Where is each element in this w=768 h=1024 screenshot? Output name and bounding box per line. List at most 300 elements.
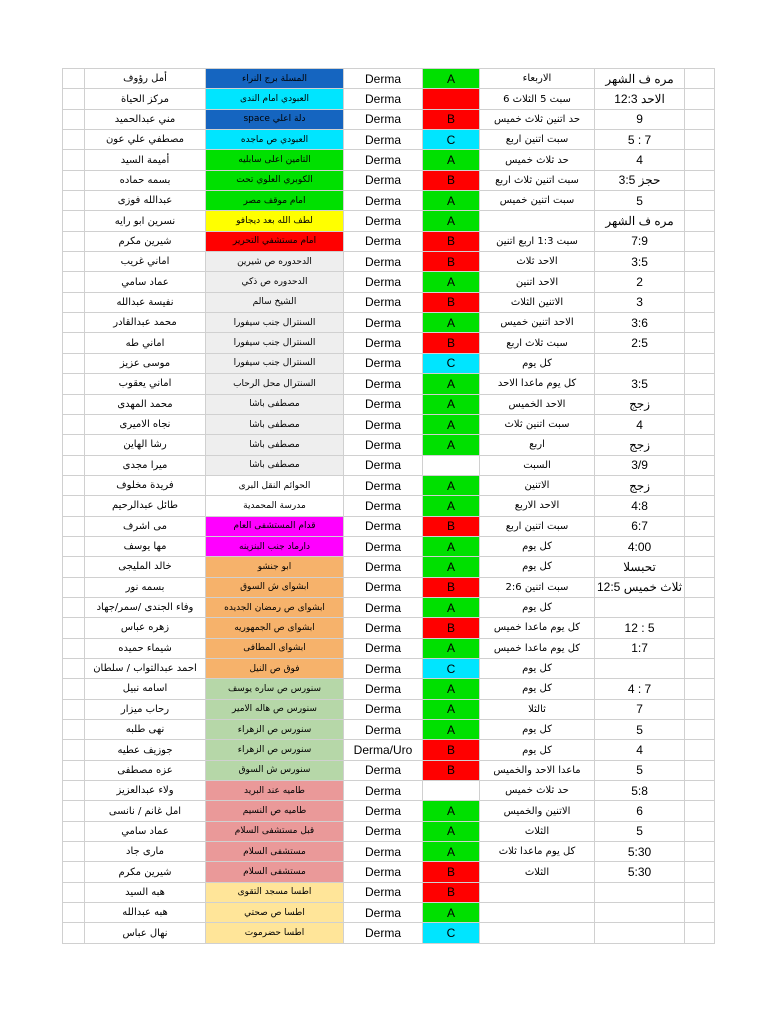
row-spacer-cell[interactable]	[63, 394, 85, 414]
location-cell[interactable]: ابشواى ص رمضان الجديده	[206, 597, 344, 617]
specialty-cell[interactable]: Derma	[344, 638, 423, 658]
days-cell[interactable]: سبت اتنين خميس	[480, 191, 595, 211]
time-cell[interactable]: 9	[595, 109, 685, 129]
time-cell[interactable]	[595, 597, 685, 617]
row-end-cell[interactable]	[685, 170, 715, 190]
row-spacer-cell[interactable]	[63, 740, 85, 760]
grade-cell[interactable]: A	[423, 191, 480, 211]
grade-cell[interactable]: A	[423, 394, 480, 414]
row-end-cell[interactable]	[685, 313, 715, 333]
row-end-cell[interactable]	[685, 923, 715, 943]
grade-cell[interactable]: A	[423, 638, 480, 658]
grade-cell[interactable]: C	[423, 130, 480, 150]
row-end-cell[interactable]	[685, 231, 715, 251]
time-cell[interactable]	[595, 882, 685, 902]
specialty-cell[interactable]: Derma	[344, 333, 423, 353]
doctor-name-cell[interactable]: طائل عبدالرحيم	[85, 496, 206, 516]
row-spacer-cell[interactable]	[63, 597, 85, 617]
days-cell[interactable]: كل يوم ماعدا خميس	[480, 638, 595, 658]
specialty-cell[interactable]: Derma	[344, 923, 423, 943]
location-cell[interactable]: مصطفى باشا	[206, 455, 344, 475]
time-cell[interactable]: 5:30	[595, 862, 685, 882]
row-spacer-cell[interactable]	[63, 374, 85, 394]
grade-cell[interactable]: A	[423, 699, 480, 719]
location-cell[interactable]: مصطفى باشا	[206, 414, 344, 434]
days-cell[interactable]: الاحد اتنين	[480, 272, 595, 292]
days-cell[interactable]: كل يوم ماعدا الاحد	[480, 374, 595, 394]
days-cell[interactable]: حد ثلاث خميس	[480, 781, 595, 801]
location-cell[interactable]: العبودي امام الندى	[206, 89, 344, 109]
location-cell[interactable]: فوق ص النيل	[206, 658, 344, 678]
row-spacer-cell[interactable]	[63, 557, 85, 577]
specialty-cell[interactable]: Derma	[344, 150, 423, 170]
doctor-name-cell[interactable]: شيرين مكرم	[85, 862, 206, 882]
row-end-cell[interactable]	[685, 618, 715, 638]
row-end-cell[interactable]	[685, 842, 715, 862]
time-cell[interactable]: 5 : 7	[595, 130, 685, 150]
time-cell[interactable]: 3	[595, 292, 685, 312]
location-cell[interactable]: الشيخ سالم	[206, 292, 344, 312]
doctor-name-cell[interactable]: أميمة السيد	[85, 150, 206, 170]
days-cell[interactable]: الاحد اتنين خميس	[480, 313, 595, 333]
days-cell[interactable]	[480, 903, 595, 923]
doctor-name-cell[interactable]: عماد سامي	[85, 272, 206, 292]
specialty-cell[interactable]: Derma	[344, 882, 423, 902]
time-cell[interactable]: 6:7	[595, 516, 685, 536]
specialty-cell[interactable]: Derma	[344, 109, 423, 129]
grade-cell[interactable]: A	[423, 903, 480, 923]
doctor-name-cell[interactable]: أمل رؤوف	[85, 69, 206, 89]
time-cell[interactable]: 3:5	[595, 252, 685, 272]
row-end-cell[interactable]	[685, 699, 715, 719]
doctor-name-cell[interactable]: اماني طه	[85, 333, 206, 353]
row-end-cell[interactable]	[685, 414, 715, 434]
specialty-cell[interactable]: Derma	[344, 374, 423, 394]
row-end-cell[interactable]	[685, 740, 715, 760]
location-cell[interactable]: مستشفى السلام	[206, 842, 344, 862]
doctor-name-cell[interactable]: نجاه الاميرى	[85, 414, 206, 434]
time-cell[interactable]: مره ف الشهر	[595, 69, 685, 89]
location-cell[interactable]: ابشواى ص الجمهوريه	[206, 618, 344, 638]
row-spacer-cell[interactable]	[63, 821, 85, 841]
location-cell[interactable]: امام مستشفي التحرير	[206, 231, 344, 251]
specialty-cell[interactable]: Derma	[344, 821, 423, 841]
days-cell[interactable]: ماعدا الاحد والخميس	[480, 760, 595, 780]
specialty-cell[interactable]: Derma	[344, 130, 423, 150]
specialty-cell[interactable]: Derma	[344, 720, 423, 740]
row-spacer-cell[interactable]	[63, 862, 85, 882]
days-cell[interactable]: حد ثلاث خميس	[480, 150, 595, 170]
specialty-cell[interactable]: Derma	[344, 292, 423, 312]
time-cell[interactable]: 1:7	[595, 638, 685, 658]
days-cell[interactable]	[480, 211, 595, 231]
time-cell[interactable]: مره ف الشهر	[595, 211, 685, 231]
location-cell[interactable]: طاميه عند البريد	[206, 781, 344, 801]
location-cell[interactable]: الكوبري العلوي تحت	[206, 170, 344, 190]
time-cell[interactable]: 4 : 7	[595, 679, 685, 699]
row-end-cell[interactable]	[685, 374, 715, 394]
doctor-name-cell[interactable]: ولاء عبدالعزيز	[85, 781, 206, 801]
specialty-cell[interactable]: Derma	[344, 679, 423, 699]
time-cell[interactable]: الاحد 12:3	[595, 89, 685, 109]
doctor-name-cell[interactable]: اماني يعقوب	[85, 374, 206, 394]
grade-cell[interactable]: A	[423, 414, 480, 434]
grade-cell[interactable]: B	[423, 882, 480, 902]
location-cell[interactable]: السنترال جنب سيفورا	[206, 333, 344, 353]
location-cell[interactable]: اطسا ص صحتي	[206, 903, 344, 923]
row-end-cell[interactable]	[685, 760, 715, 780]
row-end-cell[interactable]	[685, 862, 715, 882]
grade-cell[interactable]: A	[423, 475, 480, 495]
days-cell[interactable]: كل يوم ماعدا ثلاث	[480, 842, 595, 862]
grade-cell[interactable]: B	[423, 333, 480, 353]
row-end-cell[interactable]	[685, 496, 715, 516]
grade-cell[interactable]: C	[423, 923, 480, 943]
row-spacer-cell[interactable]	[63, 414, 85, 434]
row-end-cell[interactable]	[685, 903, 715, 923]
row-spacer-cell[interactable]	[63, 801, 85, 821]
row-spacer-cell[interactable]	[63, 150, 85, 170]
specialty-cell[interactable]: Derma	[344, 89, 423, 109]
grade-cell[interactable]	[423, 89, 480, 109]
doctor-name-cell[interactable]: عماد سامي	[85, 821, 206, 841]
doctor-name-cell[interactable]: جوزيف عطيه	[85, 740, 206, 760]
grade-cell[interactable]: A	[423, 801, 480, 821]
doctor-name-cell[interactable]: رشا الهاين	[85, 435, 206, 455]
time-cell[interactable]: حجز 3:5	[595, 170, 685, 190]
specialty-cell[interactable]: Derma	[344, 658, 423, 678]
doctor-name-cell[interactable]: مني عبدالحميد	[85, 109, 206, 129]
grade-cell[interactable]: B	[423, 516, 480, 536]
doctor-name-cell[interactable]: مركز الحياة	[85, 89, 206, 109]
days-cell[interactable]: حد اتنين ثلاث خميس	[480, 109, 595, 129]
doctor-name-cell[interactable]: هبه عبدالله	[85, 903, 206, 923]
row-spacer-cell[interactable]	[63, 353, 85, 373]
days-cell[interactable]: السبت	[480, 455, 595, 475]
specialty-cell[interactable]: Derma	[344, 760, 423, 780]
row-end-cell[interactable]	[685, 679, 715, 699]
location-cell[interactable]: امام موقف مصر	[206, 191, 344, 211]
doctor-name-cell[interactable]: خالد المليجى	[85, 557, 206, 577]
days-cell[interactable]: كل يوم	[480, 353, 595, 373]
specialty-cell[interactable]: Derma	[344, 252, 423, 272]
days-cell[interactable]: الاتنين والخميس	[480, 801, 595, 821]
doctor-name-cell[interactable]: اسامه نبيل	[85, 679, 206, 699]
row-spacer-cell[interactable]	[63, 191, 85, 211]
doctor-name-cell[interactable]: بسمه حماده	[85, 170, 206, 190]
doctor-name-cell[interactable]: مى اشرف	[85, 516, 206, 536]
days-cell[interactable]	[480, 923, 595, 943]
time-cell[interactable]	[595, 923, 685, 943]
location-cell[interactable]: اطسا مسجد التقوى	[206, 882, 344, 902]
specialty-cell[interactable]: Derma	[344, 577, 423, 597]
specialty-cell[interactable]: Derma	[344, 618, 423, 638]
specialty-cell[interactable]: Derma	[344, 699, 423, 719]
location-cell[interactable]: ابو جنشو	[206, 557, 344, 577]
doctor-name-cell[interactable]: هبه السيد	[85, 882, 206, 902]
location-cell[interactable]: مدرسة المحمدية	[206, 496, 344, 516]
row-spacer-cell[interactable]	[63, 638, 85, 658]
doctor-name-cell[interactable]: فريدة مخلوف	[85, 475, 206, 495]
row-end-cell[interactable]	[685, 720, 715, 740]
doctor-name-cell[interactable]: موسى عزيز	[85, 353, 206, 373]
time-cell[interactable]: 12 : 5	[595, 618, 685, 638]
row-spacer-cell[interactable]	[63, 536, 85, 556]
location-cell[interactable]: سنورس ص الزهراء	[206, 720, 344, 740]
specialty-cell[interactable]: Derma	[344, 516, 423, 536]
days-cell[interactable]: كل يوم ماعدا خميس	[480, 618, 595, 638]
location-cell[interactable]: الدحدوره ص ذكي	[206, 272, 344, 292]
row-end-cell[interactable]	[685, 353, 715, 373]
days-cell[interactable]: الثلاث	[480, 821, 595, 841]
days-cell[interactable]: اربع	[480, 435, 595, 455]
doctor-name-cell[interactable]: محمد عبدالقادر	[85, 313, 206, 333]
specialty-cell[interactable]: Derma	[344, 801, 423, 821]
row-end-cell[interactable]	[685, 475, 715, 495]
row-spacer-cell[interactable]	[63, 231, 85, 251]
days-cell[interactable]: الاربعاء	[480, 69, 595, 89]
grade-cell[interactable]: A	[423, 557, 480, 577]
grade-cell[interactable]: A	[423, 272, 480, 292]
time-cell[interactable]: زجج	[595, 435, 685, 455]
grade-cell[interactable]: C	[423, 658, 480, 678]
days-cell[interactable]: كل يوم	[480, 720, 595, 740]
doctor-name-cell[interactable]: شيماء حميده	[85, 638, 206, 658]
row-spacer-cell[interactable]	[63, 333, 85, 353]
row-end-cell[interactable]	[685, 272, 715, 292]
row-spacer-cell[interactable]	[63, 170, 85, 190]
location-cell[interactable]: السنترال محل الرحاب	[206, 374, 344, 394]
days-cell[interactable]: سبت اتنين اربع	[480, 130, 595, 150]
row-spacer-cell[interactable]	[63, 109, 85, 129]
location-cell[interactable]: سنورس ش السوق	[206, 760, 344, 780]
location-cell[interactable]: قبل مستشفى السلام	[206, 821, 344, 841]
specialty-cell[interactable]: Derma	[344, 455, 423, 475]
days-cell[interactable]: سبت اتنين ثلاث	[480, 414, 595, 434]
time-cell[interactable]: 7:9	[595, 231, 685, 251]
specialty-cell[interactable]: Derma	[344, 191, 423, 211]
location-cell[interactable]: ابشواى المطافى	[206, 638, 344, 658]
row-spacer-cell[interactable]	[63, 781, 85, 801]
row-end-cell[interactable]	[685, 821, 715, 841]
doctor-name-cell[interactable]: مارى جاد	[85, 842, 206, 862]
grade-cell[interactable]: B	[423, 862, 480, 882]
row-spacer-cell[interactable]	[63, 760, 85, 780]
time-cell[interactable]: 3/9	[595, 455, 685, 475]
location-cell[interactable]: مصطفى باشا	[206, 435, 344, 455]
row-end-cell[interactable]	[685, 252, 715, 272]
days-cell[interactable]: ثالثلا	[480, 699, 595, 719]
location-cell[interactable]: اطسا حضرموت	[206, 923, 344, 943]
specialty-cell[interactable]: Derma	[344, 903, 423, 923]
location-cell[interactable]: المسلة برج النراء	[206, 69, 344, 89]
grade-cell[interactable]: B	[423, 740, 480, 760]
grade-cell[interactable]	[423, 781, 480, 801]
doctor-name-cell[interactable]: وفاء الجندى /سمر/جهاد	[85, 597, 206, 617]
days-cell[interactable]: سبت اتنين اربع	[480, 516, 595, 536]
row-end-cell[interactable]	[685, 191, 715, 211]
days-cell[interactable]: سبت 5 الثلاث 6	[480, 89, 595, 109]
time-cell[interactable]: 4	[595, 740, 685, 760]
row-end-cell[interactable]	[685, 150, 715, 170]
location-cell[interactable]: مصطفى باشا	[206, 394, 344, 414]
row-end-cell[interactable]	[685, 882, 715, 902]
grade-cell[interactable]: C	[423, 353, 480, 373]
grade-cell[interactable]: B	[423, 252, 480, 272]
row-spacer-cell[interactable]	[63, 903, 85, 923]
doctor-name-cell[interactable]: نسرين ابو رايه	[85, 211, 206, 231]
row-end-cell[interactable]	[685, 292, 715, 312]
grade-cell[interactable]: B	[423, 577, 480, 597]
doctor-name-cell[interactable]: ميرا مجدى	[85, 455, 206, 475]
row-spacer-cell[interactable]	[63, 292, 85, 312]
row-spacer-cell[interactable]	[63, 130, 85, 150]
location-cell[interactable]: العبودي ص ماجده	[206, 130, 344, 150]
row-spacer-cell[interactable]	[63, 720, 85, 740]
row-spacer-cell[interactable]	[63, 699, 85, 719]
time-cell[interactable]: 7	[595, 699, 685, 719]
days-cell[interactable]: كل يوم	[480, 597, 595, 617]
specialty-cell[interactable]: Derma	[344, 557, 423, 577]
grade-cell[interactable]: A	[423, 679, 480, 699]
time-cell[interactable]	[595, 658, 685, 678]
specialty-cell[interactable]: Derma	[344, 353, 423, 373]
location-cell[interactable]: الحوائم النقل البرى	[206, 475, 344, 495]
doctor-name-cell[interactable]: شيرين مكرم	[85, 231, 206, 251]
location-cell[interactable]: لطف الله بعد ديجافو	[206, 211, 344, 231]
row-end-cell[interactable]	[685, 69, 715, 89]
grade-cell[interactable]: A	[423, 435, 480, 455]
row-spacer-cell[interactable]	[63, 577, 85, 597]
grade-cell[interactable]: A	[423, 69, 480, 89]
doctor-name-cell[interactable]: مها يوسف	[85, 536, 206, 556]
grade-cell[interactable]: B	[423, 760, 480, 780]
days-cell[interactable]: سبت اتنين ثلاث اربع	[480, 170, 595, 190]
row-end-cell[interactable]	[685, 89, 715, 109]
specialty-cell[interactable]: Derma/Uro	[344, 740, 423, 760]
days-cell[interactable]: الثلاث	[480, 862, 595, 882]
row-end-cell[interactable]	[685, 597, 715, 617]
row-end-cell[interactable]	[685, 435, 715, 455]
row-spacer-cell[interactable]	[63, 313, 85, 333]
row-end-cell[interactable]	[685, 394, 715, 414]
time-cell[interactable]: زجج	[595, 394, 685, 414]
row-spacer-cell[interactable]	[63, 496, 85, 516]
specialty-cell[interactable]: Derma	[344, 781, 423, 801]
specialty-cell[interactable]: Derma	[344, 211, 423, 231]
grade-cell[interactable]: A	[423, 313, 480, 333]
time-cell[interactable]: 5:8	[595, 781, 685, 801]
specialty-cell[interactable]: Derma	[344, 862, 423, 882]
grade-cell[interactable]: A	[423, 374, 480, 394]
grade-cell[interactable]: B	[423, 292, 480, 312]
row-end-cell[interactable]	[685, 801, 715, 821]
doctor-name-cell[interactable]: نفيسة عبدالله	[85, 292, 206, 312]
row-spacer-cell[interactable]	[63, 89, 85, 109]
row-spacer-cell[interactable]	[63, 211, 85, 231]
row-end-cell[interactable]	[685, 577, 715, 597]
specialty-cell[interactable]: Derma	[344, 414, 423, 434]
grade-cell[interactable]: B	[423, 231, 480, 251]
doctor-name-cell[interactable]: محمد المهدى	[85, 394, 206, 414]
specialty-cell[interactable]: Derma	[344, 313, 423, 333]
days-cell[interactable]: سبت ثلاث اربع	[480, 333, 595, 353]
days-cell[interactable]: كل يوم	[480, 679, 595, 699]
doctor-name-cell[interactable]: عبدالله فوزى	[85, 191, 206, 211]
days-cell[interactable]: كل يوم	[480, 740, 595, 760]
location-cell[interactable]: السنترال جنب سيفورا	[206, 353, 344, 373]
time-cell[interactable]: 4:00	[595, 536, 685, 556]
time-cell[interactable]: 5:30	[595, 842, 685, 862]
specialty-cell[interactable]: Derma	[344, 597, 423, 617]
row-spacer-cell[interactable]	[63, 272, 85, 292]
grade-cell[interactable]: B	[423, 109, 480, 129]
time-cell[interactable]: 3:6	[595, 313, 685, 333]
specialty-cell[interactable]: Derma	[344, 170, 423, 190]
row-spacer-cell[interactable]	[63, 435, 85, 455]
specialty-cell[interactable]: Derma	[344, 272, 423, 292]
location-cell[interactable]: التامين اعلى سابليه	[206, 150, 344, 170]
specialty-cell[interactable]: Derma	[344, 496, 423, 516]
specialty-cell[interactable]: Derma	[344, 475, 423, 495]
row-spacer-cell[interactable]	[63, 679, 85, 699]
location-cell[interactable]: دارماد جنب البنزينه	[206, 536, 344, 556]
specialty-cell[interactable]: Derma	[344, 536, 423, 556]
row-end-cell[interactable]	[685, 455, 715, 475]
grade-cell[interactable]: B	[423, 618, 480, 638]
grade-cell[interactable]	[423, 455, 480, 475]
row-end-cell[interactable]	[685, 638, 715, 658]
location-cell[interactable]: ابشواى ش السوق	[206, 577, 344, 597]
location-cell[interactable]: السنترال جنب سيفورا	[206, 313, 344, 333]
time-cell[interactable]	[595, 353, 685, 373]
doctor-name-cell[interactable]: نهى طلبه	[85, 720, 206, 740]
days-cell[interactable]: سبت 1:3 اربع اتنين	[480, 231, 595, 251]
time-cell[interactable]: 6	[595, 801, 685, 821]
row-end-cell[interactable]	[685, 658, 715, 678]
days-cell[interactable]: الاتنين	[480, 475, 595, 495]
doctor-name-cell[interactable]: زهره عباس	[85, 618, 206, 638]
time-cell[interactable]: 5	[595, 720, 685, 740]
location-cell[interactable]: قدام المستشفى العام	[206, 516, 344, 536]
doctor-name-cell[interactable]: اماني غريب	[85, 252, 206, 272]
time-cell[interactable]: 4:8	[595, 496, 685, 516]
row-end-cell[interactable]	[685, 516, 715, 536]
doctor-name-cell[interactable]: بسمه نور	[85, 577, 206, 597]
row-end-cell[interactable]	[685, 536, 715, 556]
location-cell[interactable]: سنورس ص ساره يوسف	[206, 679, 344, 699]
time-cell[interactable]: 3:5	[595, 374, 685, 394]
grade-cell[interactable]: A	[423, 842, 480, 862]
row-end-cell[interactable]	[685, 130, 715, 150]
days-cell[interactable]: كل يوم	[480, 658, 595, 678]
row-spacer-cell[interactable]	[63, 252, 85, 272]
time-cell[interactable]: 4	[595, 150, 685, 170]
row-spacer-cell[interactable]	[63, 842, 85, 862]
location-cell[interactable]: سنورس ص هاله الامير	[206, 699, 344, 719]
doctor-name-cell[interactable]: مصطفي علي عون	[85, 130, 206, 150]
location-cell[interactable]: سنورس ص الزهراء	[206, 740, 344, 760]
row-spacer-cell[interactable]	[63, 516, 85, 536]
location-cell[interactable]: مستشفى السلام	[206, 862, 344, 882]
location-cell[interactable]: طاميه ص النسيم	[206, 801, 344, 821]
location-cell[interactable]: الدحدوره ص شيرين	[206, 252, 344, 272]
doctor-name-cell[interactable]: احمد عبدالتواب / سلطان	[85, 658, 206, 678]
row-spacer-cell[interactable]	[63, 618, 85, 638]
time-cell[interactable]: 4	[595, 414, 685, 434]
row-spacer-cell[interactable]	[63, 455, 85, 475]
days-cell[interactable]: الاحد الخميس	[480, 394, 595, 414]
